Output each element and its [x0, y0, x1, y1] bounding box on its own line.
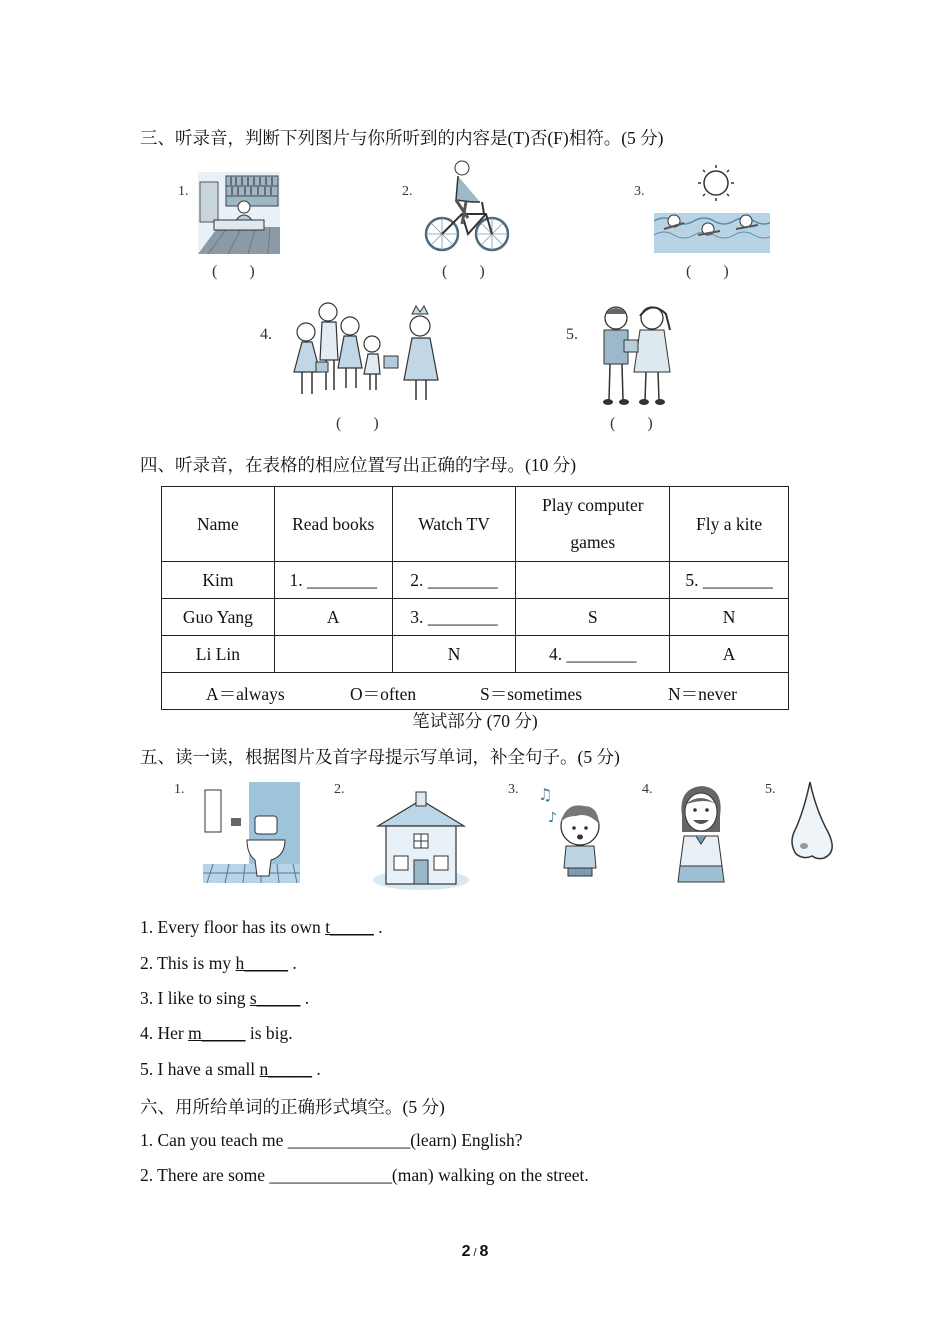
- legend-item: O＝often: [350, 684, 417, 704]
- header-line: Play computer: [541, 495, 644, 515]
- table-cell: [274, 636, 392, 673]
- table-header-row: [162, 487, 789, 562]
- library-reading-icon: [198, 172, 280, 254]
- header-line: games: [570, 532, 616, 552]
- table-cell[interactable]: 4. ________: [516, 636, 670, 673]
- current-page: 2: [461, 1243, 471, 1260]
- table-header: Watch TV: [392, 487, 516, 562]
- table-header: Fly a kite: [670, 487, 789, 562]
- sentence-text: .: [373, 917, 383, 937]
- table-header: Name: [162, 487, 275, 562]
- giving-gift-icon: [596, 300, 686, 408]
- total-pages: 8: [479, 1243, 489, 1260]
- section5-heading: 五、读一读，根据图片及首字母提示写单词，补全句子。(5 分): [140, 747, 620, 767]
- sentence-text: 5. I have a small: [140, 1059, 260, 1079]
- answer-parentheses: ( ): [212, 263, 255, 280]
- answer-parentheses: ( ): [442, 263, 485, 280]
- sentence-text: .: [312, 1059, 321, 1079]
- table-cell: A: [670, 636, 789, 673]
- toilet-icon: [203, 782, 300, 883]
- section3-heading: 三、听录音，判断下列图片与你所听到的内容是(T)否(F)相符。(5 分): [140, 128, 664, 148]
- table-cell[interactable]: 3. ________: [392, 599, 516, 636]
- table-row: [162, 599, 789, 636]
- item-number: 1.: [178, 184, 189, 199]
- section4-heading: 四、听录音，在表格的相应位置写出正确的字母。(10 分): [140, 455, 577, 475]
- nose-icon: [790, 780, 836, 862]
- answer-blank[interactable]: h_____: [235, 953, 288, 973]
- section6-heading: 六、用所给单词的正确形式填空。(5 分): [140, 1097, 445, 1117]
- sentence-text: .: [300, 988, 310, 1008]
- table-cell: N: [392, 636, 516, 673]
- answer-blank[interactable]: s_____: [249, 988, 301, 1008]
- legend-item: S＝sometimes: [480, 684, 583, 704]
- answer-blank[interactable]: m_____: [188, 1023, 246, 1043]
- table-cell: S: [516, 599, 670, 636]
- legend-item: N＝never: [668, 684, 738, 704]
- item-number: 3.: [634, 184, 645, 199]
- page-separator: /: [473, 1247, 477, 1259]
- table-row: [162, 636, 789, 673]
- svg-text:♪: ♪: [548, 810, 557, 826]
- boy-singing-icon: [536, 782, 606, 878]
- sentence-text: 1. Every floor has its own: [140, 917, 326, 937]
- table-cell[interactable]: 2. ________: [392, 562, 516, 599]
- sentence-text: 3. I like to sing: [140, 988, 250, 1008]
- answer-blank[interactable]: t_____: [325, 917, 374, 937]
- table-cell[interactable]: 5. ________: [670, 562, 789, 599]
- item-number: 5.: [566, 326, 578, 343]
- svg-text:♫: ♫: [538, 785, 553, 804]
- fill-in-sentence[interactable]: 2. There are some ______________(man) walking on the street.: [140, 1165, 589, 1185]
- table-cell: N: [670, 599, 789, 636]
- birthday-party-icon: [280, 298, 446, 408]
- sentence-text: is big.: [245, 1023, 293, 1043]
- table-cell: Kim: [162, 562, 275, 599]
- table-cell: Li Lin: [162, 636, 275, 673]
- picture-number: 3.: [508, 782, 519, 797]
- answer-parentheses: ( ): [686, 263, 729, 280]
- listening-table: [161, 486, 789, 710]
- picture-number: 4.: [642, 782, 653, 797]
- table-cell: Guo Yang: [162, 599, 275, 636]
- fill-in-sentence: [140, 953, 297, 974]
- fill-in-sentence: [140, 988, 309, 1009]
- fill-in-sentence[interactable]: 1. Can you teach me ______________(learn) English?: [140, 1130, 523, 1150]
- table-cell: A: [274, 599, 392, 636]
- item-number: 2.: [402, 184, 413, 199]
- sentence-text: .: [287, 953, 297, 973]
- answer-parentheses: ( ): [336, 415, 379, 432]
- table-header: Read books: [274, 487, 392, 562]
- legend-item: A＝always: [206, 684, 285, 704]
- house-icon: [372, 790, 470, 892]
- answer-parentheses: ( ): [610, 415, 653, 432]
- sentence-text: 4. Her: [140, 1023, 189, 1043]
- boy-riding-bike-icon: [422, 158, 510, 254]
- table-row: [162, 562, 789, 599]
- table-header: [516, 487, 670, 562]
- table-cell[interactable]: 1. ________: [274, 562, 392, 599]
- fill-in-sentence: [140, 1059, 321, 1080]
- picture-number: 2.: [334, 782, 345, 797]
- legend-row: [162, 673, 789, 710]
- page-number: [0, 1243, 950, 1261]
- legend-cell: [162, 673, 789, 710]
- item-number: 4.: [260, 326, 272, 343]
- picture-number: 1.: [174, 782, 185, 797]
- picture-number: 5.: [765, 782, 776, 797]
- written-part-title: 笔试部分 (70 分): [412, 711, 538, 731]
- fill-in-sentence: [140, 917, 383, 938]
- sentence-text: 2. This is my: [140, 953, 236, 973]
- answer-blank[interactable]: n_____: [259, 1059, 313, 1079]
- table-cell: [516, 562, 670, 599]
- girl-mouth-icon: [676, 782, 726, 883]
- children-swimming-icon: [654, 163, 770, 255]
- fill-in-sentence: [140, 1023, 293, 1044]
